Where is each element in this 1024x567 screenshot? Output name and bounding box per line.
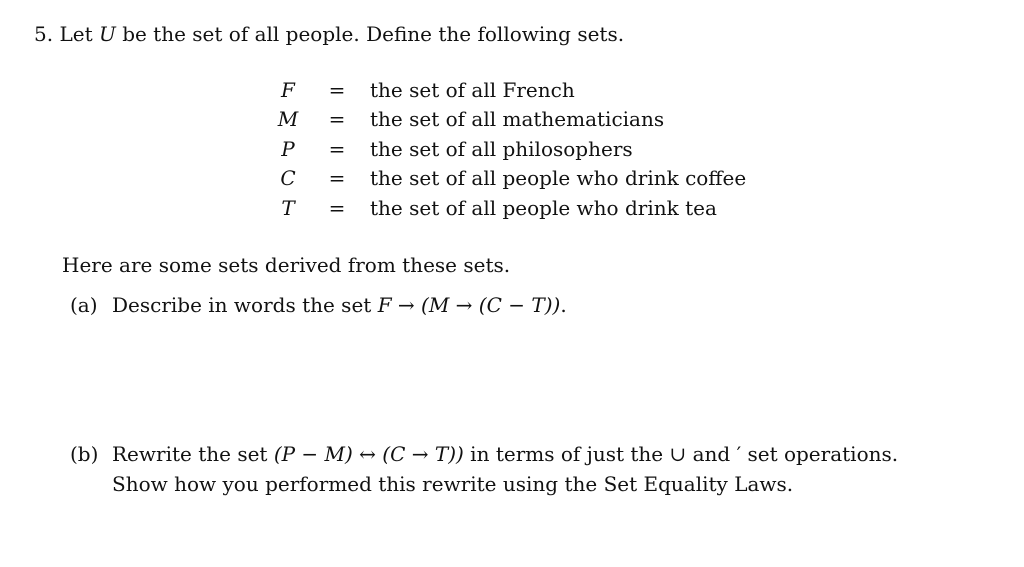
problem-number: 5. [34, 22, 54, 46]
set-symbol: T [281, 196, 295, 220]
part-a-expression: F → (M → (C − T)) [377, 293, 561, 317]
derived-sets-intro: Here are some sets derived from these sets. [62, 253, 511, 277]
equals-sign: = [328, 137, 346, 161]
equals-sign: = [328, 196, 346, 220]
part-a-text: Describe in words the set [112, 293, 378, 317]
set-description: the set of all philosophers [370, 137, 633, 161]
part-a-question [112, 295, 567, 315]
part-b-line2: Show how you performed this rewrite using the Set Equality Laws. [112, 472, 794, 496]
set-description: the set of all people who drink tea [370, 196, 717, 220]
part-a-label: (a) [70, 293, 98, 317]
part-b-text: Rewrite the set [112, 442, 274, 466]
set-symbol: C [280, 166, 296, 190]
set-symbol: F [281, 78, 295, 102]
universe-symbol: U [98, 22, 116, 46]
set-description: the set of all people who drink coffee [370, 166, 747, 190]
definition-row-t [0, 198, 1024, 228]
part-b-text-mid: in terms of just the ∪ and ′ set operations. [463, 442, 899, 466]
part-b-label: (b) [70, 442, 99, 466]
definition-row-f [0, 80, 1024, 110]
set-symbol: P [281, 137, 295, 161]
intro-post-text: be the set of all people. Define the following sets. [122, 22, 625, 46]
set-description: the set of all French [370, 78, 575, 102]
equals-sign: = [328, 166, 346, 190]
definition-row-m [0, 109, 1024, 139]
equals-sign: = [328, 107, 346, 131]
problem-statement [34, 24, 624, 44]
set-symbol: M [277, 107, 299, 131]
part-b-question [112, 444, 898, 464]
part-b-expression: (P − M) ↔ (C → T)) [273, 442, 464, 466]
set-description: the set of all mathematicians [370, 107, 665, 131]
intro-pre-text: Let [59, 22, 93, 46]
equals-sign: = [328, 78, 346, 102]
definition-row-p [0, 139, 1024, 169]
part-a-period: . [560, 293, 567, 317]
definition-row-c [0, 168, 1024, 198]
